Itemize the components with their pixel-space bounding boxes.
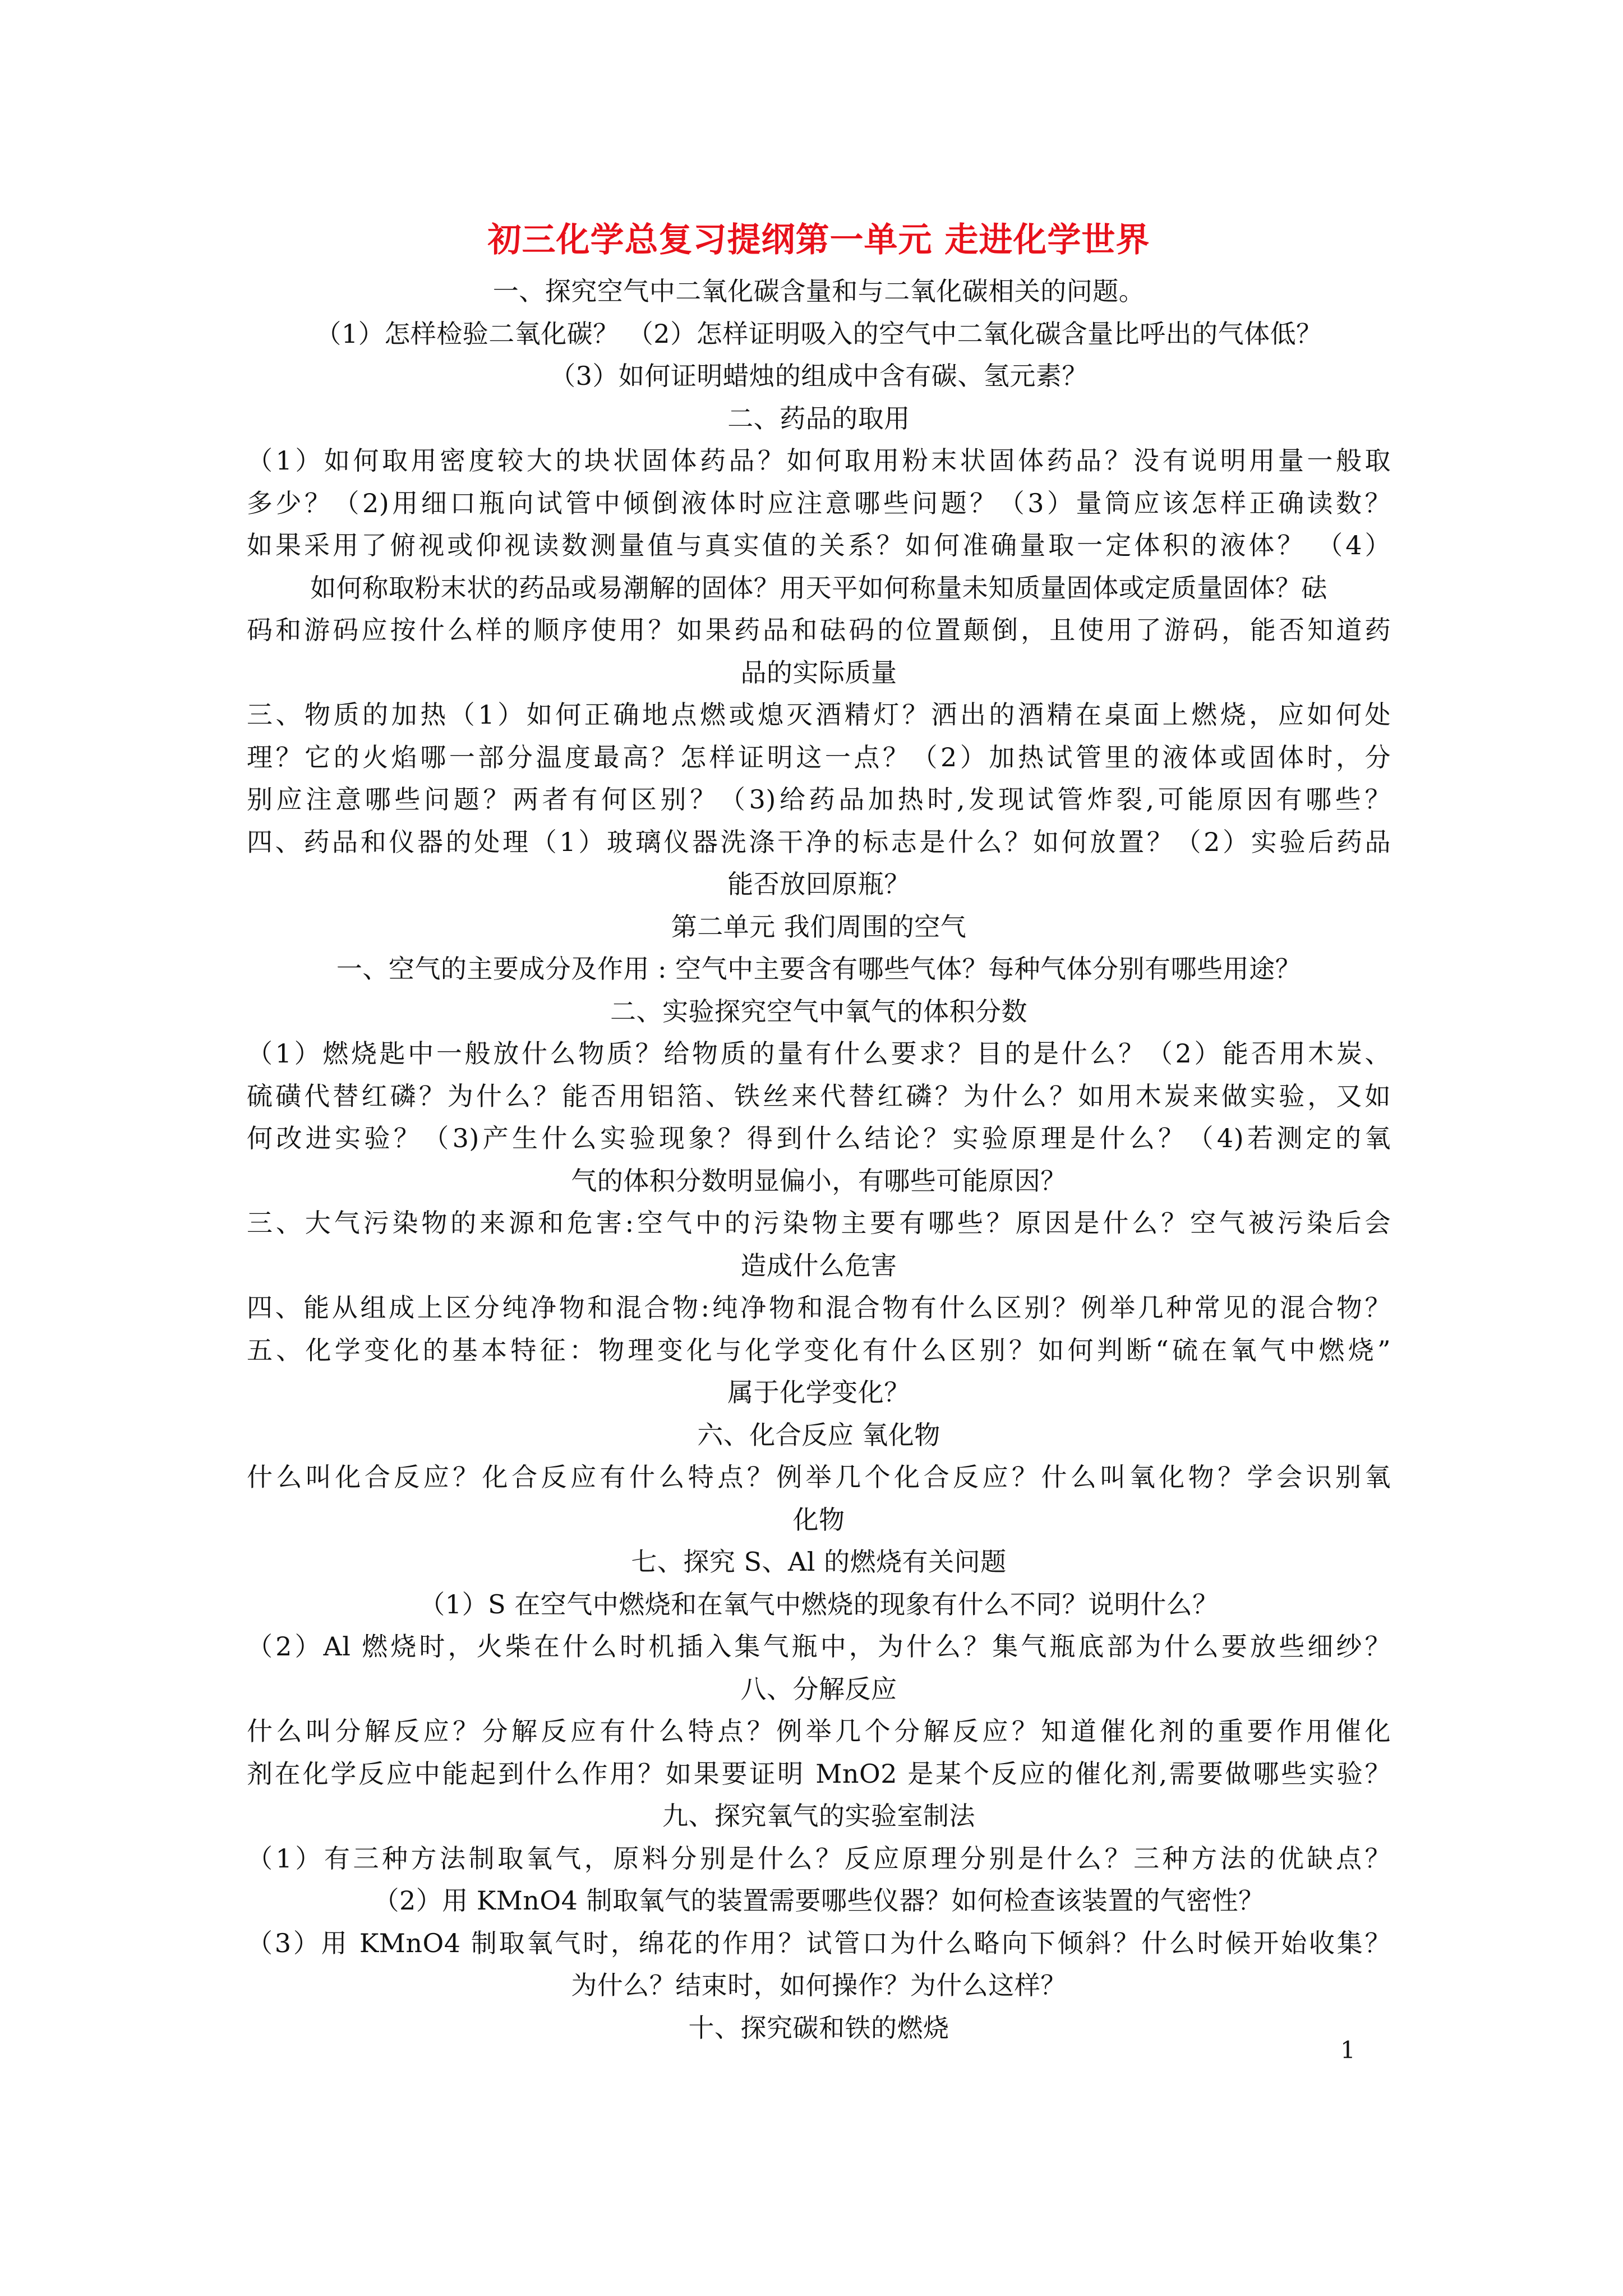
text-line: 七、探究 S、Al 的燃烧有关问题 [631,1547,1007,1577]
text-line: 别应注意哪些问题？两者有何区别？（3)给药品加热时,发现试管炸裂,可能原因有哪些？ [247,784,1391,815]
text-line: 如果采用了俯视或仰视读数测量值与真实值的关系？如何准确量取一定体积的液体？ （4） [247,530,1391,560]
text-line: 八、分解反应 [740,1673,897,1704]
text-line: （1）S 在空气中燃烧和在氧气中燃烧的现象有什么不同？说明什么？ [419,1589,1219,1619]
text-line: 能否放回原瓶？ [727,869,910,899]
text-line: 如何称取粉末状的药品或易潮解的固体？用天平如何称量未知质量固体或定质量固体？砝 [310,572,1327,603]
text-line: （2）用 KMnO4 制取氧气的装置需要哪些仪器？如何检查该装置的气密性？ [373,1885,1265,1916]
text-line: 造成什么危害 [740,1250,897,1281]
text-line: 为什么？结束时，如何操作？为什么这样？ [571,1970,1067,2000]
document-page [247,213,1391,2049]
page-number: 1 [1340,2036,1355,2064]
text-line: （1）怎样检验二氧化碳？ （2）怎样证明吸入的空气中二氧化碳含量比呼出的气体低？ [315,318,1322,349]
text-line: 多少？（2)用细口瓶向试管中倾倒液体时应注意哪些问题？（3）量筒应该怎样正确读数？ [247,487,1391,518]
text-line: 一、空气的主要成分及作用 : 空气中主要含有哪些气体？每种气体分别有哪些用途？ [336,954,1302,984]
text-line: 剂在化学反应中能起到什么作用？如果要证明 MnO2 是某个反应的催化剂,需要做哪些实验？ [247,1758,1391,1789]
text-line: 硫磺代替红磷？为什么？能否用铝箔、铁丝来代替红磷？为什么？如用木炭来做实验，又如 [247,1080,1391,1111]
text-line: 何改进实验？（3)产生什么实验现象？得到什么结论？实验原理是什么？（4)若测定的氧 [247,1123,1391,1153]
text-line: 码和游码应按什么样的顺序使用？如果药品和砝码的位置颠倒，且使用了游码，能否知道药 [247,615,1391,645]
text-line: 什么叫化合反应？化合反应有什么特点？例举几个化合反应？什么叫氧化物？学会识别氧 [247,1462,1391,1492]
text-line: 气的体积分数明显偏小，有哪些可能原因？ [571,1165,1067,1196]
text-line: （1）有三种方法制取氧气，原料分别是什么？反应原理分别是什么？三种方法的优缺点？ [247,1843,1391,1874]
text-line: 三、大气污染物的来源和危害:空气中的污染物主要有哪些？原因是什么？空气被污染后会 [247,1208,1391,1238]
text-line: （1）如何取用密度较大的块状固体药品？如何取用粉末状固体药品？没有说明用量一般取 [247,445,1391,476]
text-line: 二、实验探究空气中氧气的体积分数 [610,996,1027,1027]
text-line: （2）Al 燃烧时，火柴在什么时机插入集气瓶中，为什么？集气瓶底部为什么要放些细纱？ [247,1631,1391,1662]
text-line: 五、化学变化的基本特征：物理变化与化学变化有什么区别？如何判断“硫在氧气中燃烧” [247,1335,1391,1365]
text-line: 六、化合反应 氧化物 [697,1419,940,1450]
text-line: 十、探究碳和铁的燃烧 [688,2012,949,2043]
text-line: （3）用 KMnO4 制取氧气时，绵花的作用？试管口为什么略向下倾斜？什么时候开始收集？ [247,1927,1391,1958]
text-line: 四、能从组成上区分纯净物和混合物:纯净物和混合物有什么区别？例举几种常见的混合物？ [247,1292,1391,1323]
document-body [247,270,1391,2049]
text-line: 什么叫分解反应？分解反应有什么特点？例举几个分解反应？知道催化剂的重要作用催化 [247,1716,1391,1746]
text-line: 第二单元 我们周围的空气 [671,911,967,942]
text-line: 属于化学变化？ [727,1377,910,1407]
text-line: 一、探究空气中二氧化碳含量和与二氧化碳相关的问题。 [492,276,1145,306]
text-line: （3）如何证明蜡烛的组成中含有碳、氢元素？ [550,361,1088,391]
text-line: 品的实际质量 [740,657,897,688]
text-line: 三、物质的加热（1）如何正确地点燃或熄灭酒精灯？洒出的酒精在桌面上燃烧，应如何处 [247,700,1391,730]
text-line: （1）燃烧匙中一般放什么物质？给物质的量有什么要求？目的是什么？（2）能否用木炭、 [247,1038,1391,1069]
text-line: 理？它的火焰哪一部分温度最高？怎样证明这一点？（2）加热试管里的液体或固体时，分 [247,742,1391,772]
text-line: 二、药品的取用 [727,403,910,434]
text-line: 化物 [792,1504,845,1535]
text-line: 四、药品和仪器的处理（1）玻璃仪器洗涤干净的标志是什么？如何放置？（2）实验后药品 [247,826,1391,857]
document-title: 初三化学总复习提纲第一单元 走进化学世界 [487,220,1150,260]
text-line: 九、探究氧气的实验室制法 [662,1801,975,1831]
